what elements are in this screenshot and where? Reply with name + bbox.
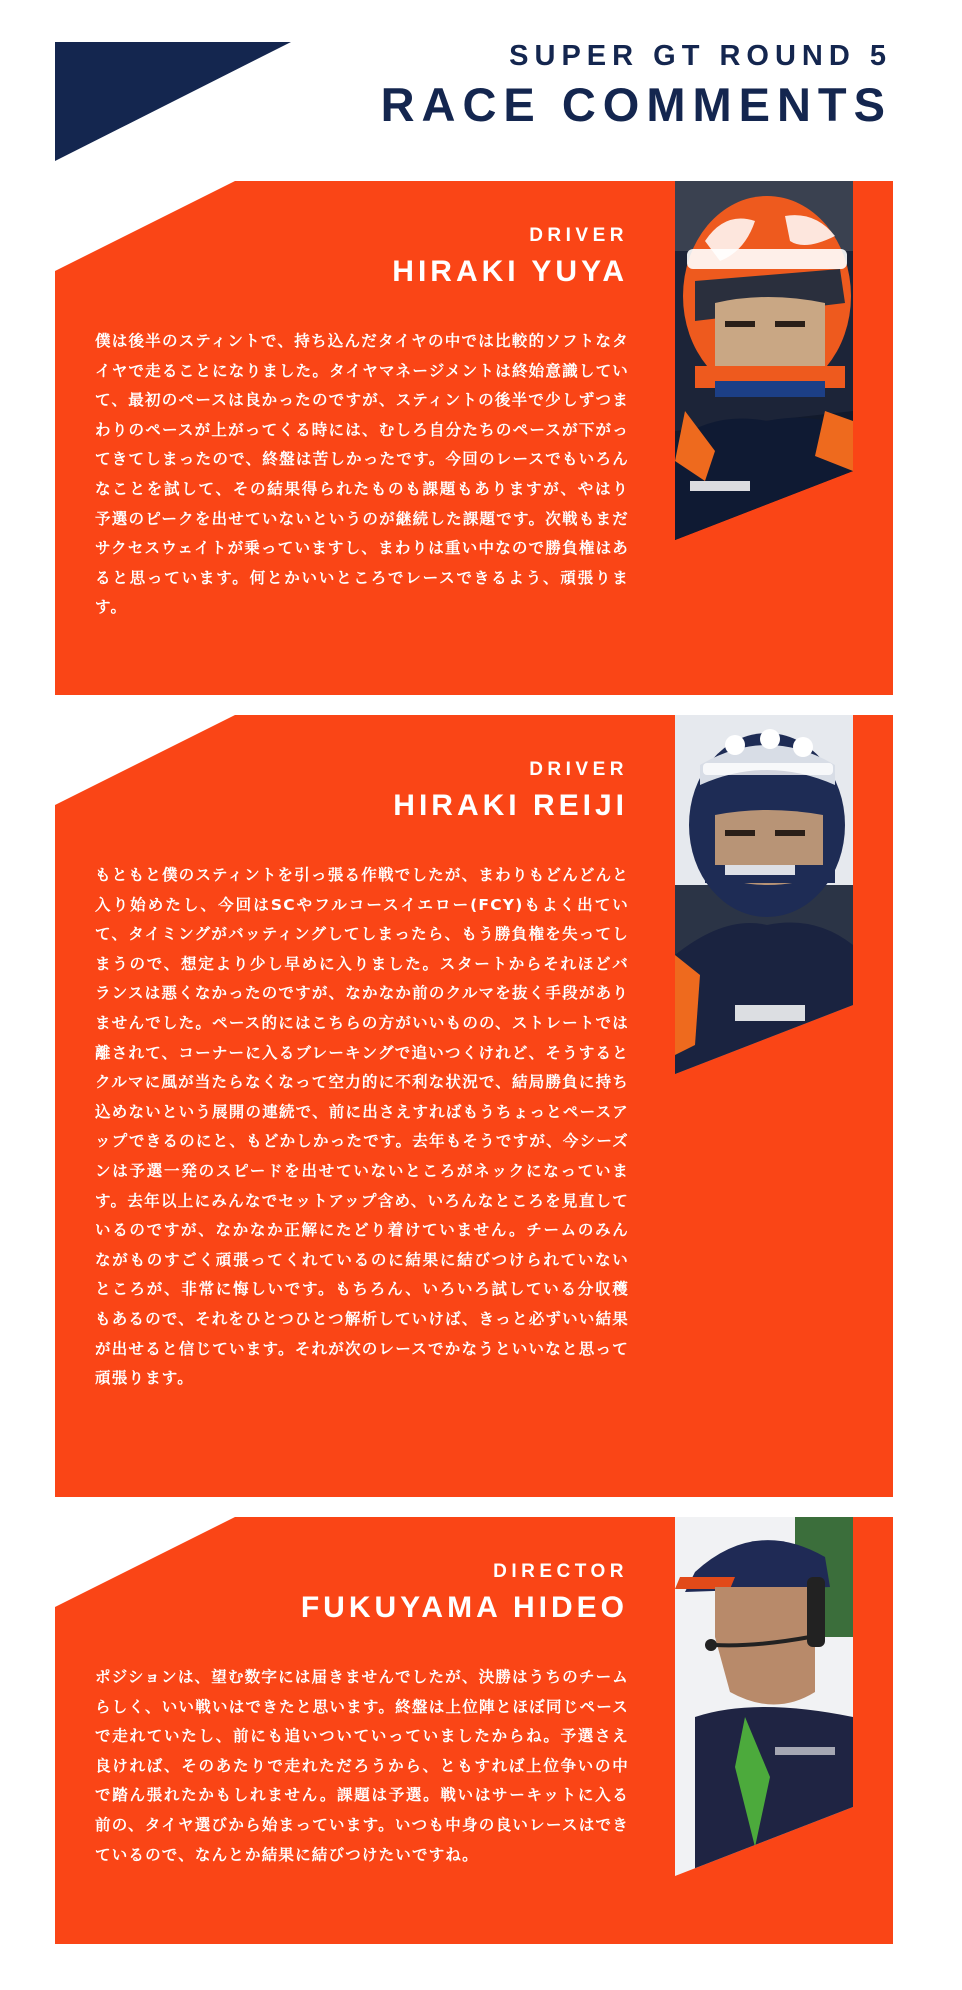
driver-helmet-navy-photo <box>675 715 853 1074</box>
comment-card-fukuyama-hideo <box>55 1517 893 1944</box>
corner-triangle-decoration <box>55 42 291 161</box>
person-name: HIRAKI REIJI <box>393 789 628 822</box>
person-name: FUKUYAMA HIDEO <box>300 1591 628 1624</box>
page-title: RACE COMMENTS <box>380 78 892 131</box>
comment-text: 僕は後半のスティントで、持ち込んだタイヤの中では比較的ソフトなタイヤで走ることになりました。タイヤマネージメントは終始意識していて、最初のペースは良かったのですが、スティントの後半で少しずつまわりのペースが上がってくる時には、むしろ自分たちのペースが下がってきてしまったので、終盤は苦しかったです。今回のレースでもいろんなことを試して、その結果得られたものも課題もありますが、やはり予選のピークを出せていないというのが継続した課題です。次戦もまだサクセスウェイトが乗っていますし、まわりは重い中なので勝負権はあると思っています。何とかいいところでレースできるよう、頑張ります。 <box>95 332 629 617</box>
role-label: DRIVER <box>529 759 628 780</box>
driver-helmet-orange-photo <box>675 181 853 540</box>
comment-text: ポジションは、望む数字には届きませんでしたが、決勝はうちのチームらしく、いい戦いはできたと思います。終盤は上位陣とほぼ同じペースで走れていたし、前にも追いついていっていましたからね。予選さえ良ければ、そのあたりで走れただろうから、ともすれば上位争いの中で踏ん張れたかもしれません。課題は予選。戦いはサーキットに入る前の、タイヤ選びから始まっています。いつも中身の良いレースはできているので、なんとか結果に結びつけたいですね。 <box>95 1668 629 1864</box>
director-headset-photo <box>675 1517 853 1876</box>
role-label: DRIVER <box>529 225 628 246</box>
comment-card-hiraki-yuya <box>55 181 893 695</box>
page-subtitle: SUPER GT ROUND 5 <box>509 40 892 72</box>
person-name: HIRAKI YUYA <box>392 255 628 288</box>
comment-card-hiraki-reiji <box>55 715 893 1497</box>
comment-text: もともと僕のスティントを引っ張る作戦でしたが、まわりもどんどんと入り始めたし、今回はSCやフルコースイエロー(FCY)もよく出ていて、タイミングがバッティングしてしまったら、もう勝負権を失ってしまうので、想定より少し早めに入りました。スタートからそれほどバランスは悪くなかったのですが、なかなか前のクルマを抜く手段がありませんでした。ペース的にはこちらの方がいいものの、ストレートでは離されて、コーナーに入るブレーキングで追いつくけれど、そうするとクルマに風が当たらなくなって空力的に不利な状況で、結局勝負に持ち込めないという展開の連続で、前に出さえすればもうちょっとペースアップできるのにと、もどかしかったです。去年もそうですが、今シーズンは予選一発のスピードを出せていないところがネックになっています。去年以上にみんなでセットアップ含め、いろんなところを見直しているのですが、なかなか正解にたどり着けていません。チームのみんながものすごく頑張ってくれているのに結果に結びつけられていないところが、非常に悔しいです。もちろん、いろいろ試している分収穫もあるので、それをひとつひとつ解析していけば、きっと必ずいい結果が出せると信じています。それが次のレースでかなうといいなと思って頑張ります。 <box>95 866 629 1388</box>
page-header <box>381 38 892 134</box>
role-label: DIRECTOR <box>493 1561 628 1582</box>
